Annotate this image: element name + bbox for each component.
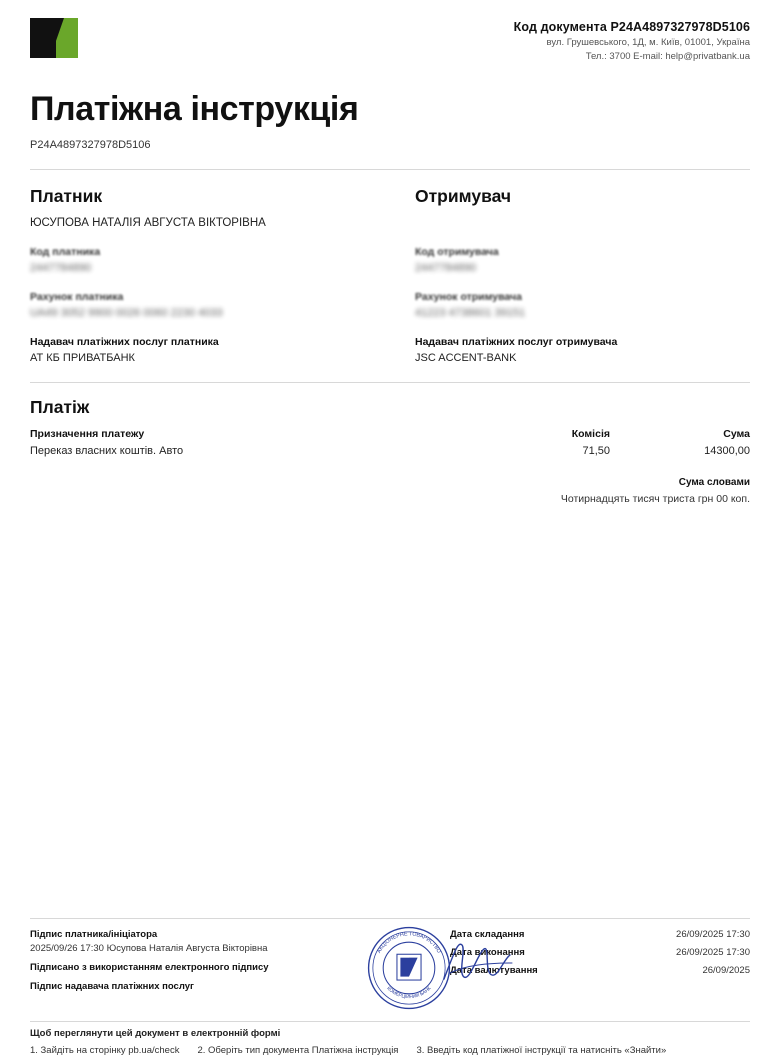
- bank-address: вул. Грушевського, 1Д, м. Київ, 01001, Україна: [546, 37, 750, 49]
- payment-fee-field: [490, 428, 610, 457]
- payee-block: [390, 186, 750, 364]
- payer-block: [30, 186, 390, 364]
- privatbank-logo-icon: [30, 18, 78, 58]
- payer-code-value: 2447784890: [30, 261, 92, 274]
- verification-step: 2. Оберіть тип документа Платіжна інструкція: [197, 1045, 399, 1056]
- payee-account-value: 41223 4738601 39151: [415, 306, 526, 319]
- amount-words-value: Чотирнадцять тисяч триста грн 00 коп.: [560, 492, 750, 505]
- date-label: Дата валютування: [450, 965, 538, 976]
- payee-provider-field: [415, 336, 750, 364]
- payee-code-label: Код отримувача: [415, 245, 499, 258]
- divider-top: [30, 169, 750, 170]
- payment-purpose-label: Призначення платежу: [30, 427, 145, 440]
- date-label: Дата складання: [450, 929, 525, 940]
- payment-amount-field: [610, 428, 750, 457]
- verification-note: Щоб переглянути цей документ в електронній формі: [30, 1028, 281, 1039]
- stamp-and-signature: [366, 925, 526, 1015]
- date-value: 26/09/2025 17:30: [676, 947, 750, 958]
- verification-step: 3. Введіть код платіжної інструкції та натисніть «Знайти»: [416, 1045, 667, 1056]
- payer-provider-value: АТ КБ ПРИВАТБАНК: [30, 351, 135, 364]
- date-value: 26/09/2025 17:30: [676, 929, 750, 940]
- esignature-note: Підписано з використанням електронного підпису: [30, 962, 269, 973]
- payer-provider-label: Надавач платіжних послуг платника: [30, 335, 219, 348]
- payee-provider-label: Надавач платіжних послуг отримувача: [415, 335, 618, 348]
- page-title: Платіжна інструкція: [30, 89, 359, 128]
- signatures-block: [30, 929, 330, 995]
- date-label: Дата виконання: [450, 947, 525, 958]
- document-header: [30, 10, 750, 64]
- payer-account-value: UA49 3052 9900 0026 0060 2230 4033: [30, 306, 223, 319]
- document-number: P24A4897327978D5106: [30, 138, 151, 151]
- payer-name: ЮСУПОВА НАТАЛІЯ АВГУСТА ВІКТОРІВНА: [30, 216, 266, 229]
- divider-payment: [30, 382, 750, 383]
- verification-step: 1. Зайдіть на сторінку pb.ua/check: [30, 1045, 180, 1056]
- svg-text:АКЦІОНЕРНЕ ТОВАРИСТВО: АКЦІОНЕРНЕ ТОВАРИСТВО: [376, 931, 442, 955]
- payee-account-label: Рахунок отримувача: [415, 290, 522, 303]
- handwritten-signature-icon: [438, 933, 528, 993]
- verification-steps: [30, 1045, 750, 1056]
- payer-code-field: [30, 246, 390, 274]
- payer-section-title: Платник: [30, 185, 103, 206]
- payer-account-field: [30, 291, 390, 319]
- payee-section-title: Отримувач: [415, 185, 512, 206]
- payer-signature-value: 2025/09/26 17:30 Юсупова Наталія Августа Вікторівна: [30, 943, 268, 954]
- payment-fee-label: Комісія: [571, 427, 610, 440]
- svg-text:КОМЕРЦІЙНИЙ БАНК: КОМЕРЦІЙНИЙ БАНК: [385, 986, 433, 1001]
- payer-provider-field: [30, 336, 390, 364]
- payment-amount-value: 14300,00: [704, 444, 750, 457]
- payment-purpose-value: Переказ власних коштів. Авто: [30, 444, 184, 457]
- payee-provider-value: JSC ACCENT-BANK: [415, 351, 517, 364]
- payee-code-field: [415, 246, 750, 274]
- payer-account-label: Рахунок платника: [30, 290, 124, 303]
- header-bank-info: [514, 18, 750, 64]
- payee-code-value: 2447784890: [415, 261, 477, 274]
- payment-amount-words: [30, 477, 750, 505]
- parties-section: [30, 186, 750, 364]
- payment-amount-label: Сума: [723, 427, 750, 440]
- payment-row: [30, 428, 750, 457]
- payer-signature-label: Підпис платника/ініціатора: [30, 929, 158, 940]
- divider-footer: [30, 918, 750, 919]
- provider-signature-label: Підпис надавача платіжних послуг: [30, 981, 194, 992]
- document-footer: [30, 918, 750, 1056]
- payment-fee-value: 71,50: [582, 444, 610, 457]
- bank-contact: Тел.: 3700 E-mail: help@privatbank.ua: [585, 50, 750, 62]
- payment-section-title: Платіж: [30, 396, 90, 417]
- payment-purpose-field: [30, 428, 490, 457]
- document-code: Код документа P24A4897327978D5106: [513, 20, 750, 34]
- payer-code-label: Код платника: [30, 245, 101, 258]
- payee-account-field: [415, 291, 750, 319]
- amount-words-label: Сума словами: [678, 476, 750, 488]
- date-value: 26/09/2025: [702, 965, 750, 976]
- divider-note: [30, 1021, 750, 1022]
